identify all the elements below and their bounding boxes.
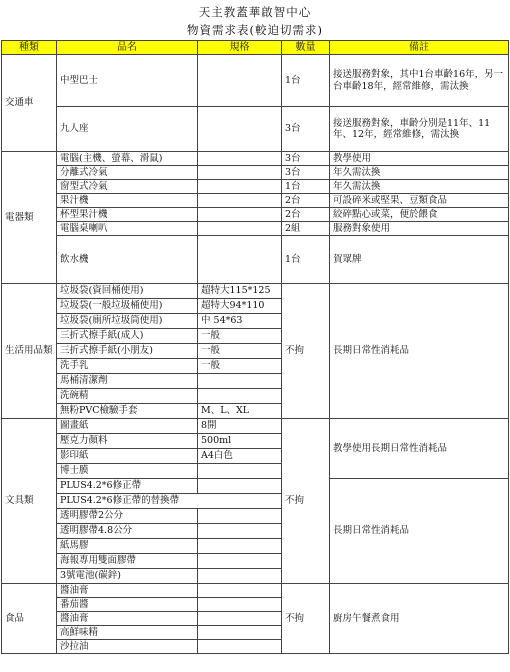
item-spec — [198, 640, 282, 654]
item-spec — [198, 208, 282, 222]
table-row — [2, 284, 509, 299]
item-name: 窗型式冷氣 — [57, 180, 198, 194]
item-note: 年久需汰換 — [330, 180, 509, 194]
item-name: 分離式冷氣 — [57, 166, 198, 180]
item-name: 馬桶清潔劑 — [57, 374, 198, 389]
item-spec: 一般 — [198, 344, 282, 359]
item-note: 絞碎點心或菜，便於餵食 — [330, 208, 509, 222]
col-header-qty: 數量 — [282, 41, 330, 55]
item-spec — [198, 539, 282, 554]
item-note: 服務對象使用 — [330, 222, 509, 236]
item-name: 洗碗精 — [57, 389, 198, 404]
item-spec — [198, 509, 282, 524]
col-header-note: 備註 — [330, 41, 509, 55]
table-header-row — [2, 41, 509, 55]
item-spec — [198, 389, 282, 404]
item-qty: 3台 — [282, 166, 330, 180]
item-spec — [198, 180, 282, 194]
item-spec: A4白色 — [198, 449, 282, 464]
item-name: 醬油膏 — [57, 612, 198, 626]
category-cell: 生活用品類 — [2, 284, 57, 419]
item-spec — [198, 236, 282, 284]
item-spec — [198, 479, 282, 494]
item-spec — [198, 374, 282, 389]
item-spec — [198, 569, 282, 584]
table-row — [2, 419, 509, 434]
group-qty: 不拘 — [282, 584, 330, 654]
item-name: 影印紙 — [57, 449, 198, 464]
group-qty: 不拘 — [282, 284, 330, 419]
group-qty: 不拘 — [282, 419, 330, 584]
item-note: 可設碎米或堅果、豆類食品 — [330, 194, 509, 208]
category-cell: 交通車 — [2, 55, 57, 152]
table-row — [2, 107, 509, 152]
item-qty: 3台 — [282, 107, 330, 152]
col-header-spec: 規格 — [198, 41, 282, 55]
item-qty: 2台 — [282, 194, 330, 208]
item-name: 杯型果汁機 — [57, 208, 198, 222]
group-note: 長期日常性消耗品 — [330, 284, 509, 419]
item-note: 接送服務對象，車齡分別是11年、11年、12年，經常維修，需汰換 — [330, 107, 509, 152]
item-spec: 8開 — [198, 419, 282, 434]
item-name: 三折式擦手紙(小朋友) — [57, 344, 198, 359]
item-note: 接送服務對象，其中1台車齡16年，另一台車齡18年，經常維修，需汰換 — [330, 55, 509, 107]
item-note: 年久需汰換 — [330, 166, 509, 180]
item-name: 高鮮味精 — [57, 626, 198, 640]
needs-table — [1, 40, 509, 654]
table-row — [2, 222, 509, 236]
category-cell: 文具類 — [2, 419, 57, 584]
item-note: 教學使用 — [330, 152, 509, 166]
item-spec: 中 54*63 — [198, 314, 282, 329]
item-name: 洗手乳 — [57, 359, 198, 374]
item-name: 垃圾袋(資回桶使用) — [57, 284, 198, 299]
item-qty: 3台 — [282, 152, 330, 166]
item-spec — [198, 584, 282, 598]
item-name: 電腦(主機、螢幕、滑鼠) — [57, 152, 198, 166]
item-spec — [198, 612, 282, 626]
item-name: 垃圾袋(廁所垃圾筒使用) — [57, 314, 198, 329]
item-spec — [198, 152, 282, 166]
group-note: 廚房午餐煮食用 — [330, 584, 509, 654]
item-name: 九人座 — [57, 107, 198, 152]
item-spec: 超特大94*110 — [198, 299, 282, 314]
item-spec — [198, 626, 282, 640]
item-name: 圖畫紙 — [57, 419, 198, 434]
table-row — [2, 236, 509, 284]
item-name: 海報專用雙面膠帶 — [57, 554, 198, 569]
item-note: 賀眾牌 — [330, 236, 509, 284]
item-spec — [198, 554, 282, 569]
item-name: PLUS4.2*6修正帶 — [57, 479, 198, 494]
table-row — [2, 584, 509, 598]
table-row — [2, 194, 509, 208]
item-name: 醬油膏 — [57, 584, 198, 598]
item-spec — [198, 55, 282, 107]
item-spec: 一般 — [198, 359, 282, 374]
item-name: 番茄醬 — [57, 598, 198, 612]
col-header-name: 品名 — [57, 41, 198, 55]
item-qty: 1台 — [282, 236, 330, 284]
category-cell: 食品 — [2, 584, 57, 654]
group-note: 長期日常性消耗品 — [330, 479, 509, 584]
item-name: 果汁機 — [57, 194, 198, 208]
item-qty: 2台 — [282, 208, 330, 222]
table-row — [2, 152, 509, 166]
group-note: 教學使用長期日常性消耗品 — [330, 419, 509, 479]
table-row — [2, 208, 509, 222]
item-name: 透明膠帶4.8公分 — [57, 524, 198, 539]
item-spec: 超特大115*125 — [198, 284, 282, 299]
item-spec — [198, 524, 282, 539]
item-spec — [198, 464, 282, 479]
item-spec: 500ml — [198, 434, 282, 449]
item-name: 中型巴士 — [57, 55, 198, 107]
table-row — [2, 180, 509, 194]
item-name: 三折式擦手紙(成人) — [57, 329, 198, 344]
item-name: 垃圾袋(一般垃圾桶使用) — [57, 299, 198, 314]
item-name: 壓克力顏料 — [57, 434, 198, 449]
item-qty: 1台 — [282, 180, 330, 194]
item-name: PLUS4.2*6修正帶的替換帶 — [57, 494, 282, 509]
item-spec — [198, 107, 282, 152]
item-name: 飲水機 — [57, 236, 198, 284]
table-row — [2, 479, 509, 494]
item-name: 透明膠帶2公分 — [57, 509, 198, 524]
item-spec: 一般 — [198, 329, 282, 344]
item-qty: 2組 — [282, 222, 330, 236]
category-cell: 電器類 — [2, 152, 57, 284]
doc-subtitle: 物資需求表(較迫切需求) — [187, 23, 323, 37]
org-title: 天主教蓋華啟智中心 — [198, 5, 312, 19]
item-spec — [198, 194, 282, 208]
item-name: 無粉PVC檢驗手套 — [57, 404, 198, 419]
item-qty: 1台 — [282, 55, 330, 107]
item-name: 電腦桌喇叭 — [57, 222, 198, 236]
item-spec: M、L、XL — [198, 404, 282, 419]
col-header-category: 種類 — [2, 41, 57, 55]
item-name: 沙拉油 — [57, 640, 198, 654]
item-spec — [198, 166, 282, 180]
item-spec — [198, 598, 282, 612]
item-spec — [198, 222, 282, 236]
item-name: 博士膜 — [57, 464, 198, 479]
item-name: 3號電池(碳鋅) — [57, 569, 198, 584]
table-row — [2, 166, 509, 180]
item-name: 紙馬膠 — [57, 539, 198, 554]
table-row — [2, 55, 509, 107]
